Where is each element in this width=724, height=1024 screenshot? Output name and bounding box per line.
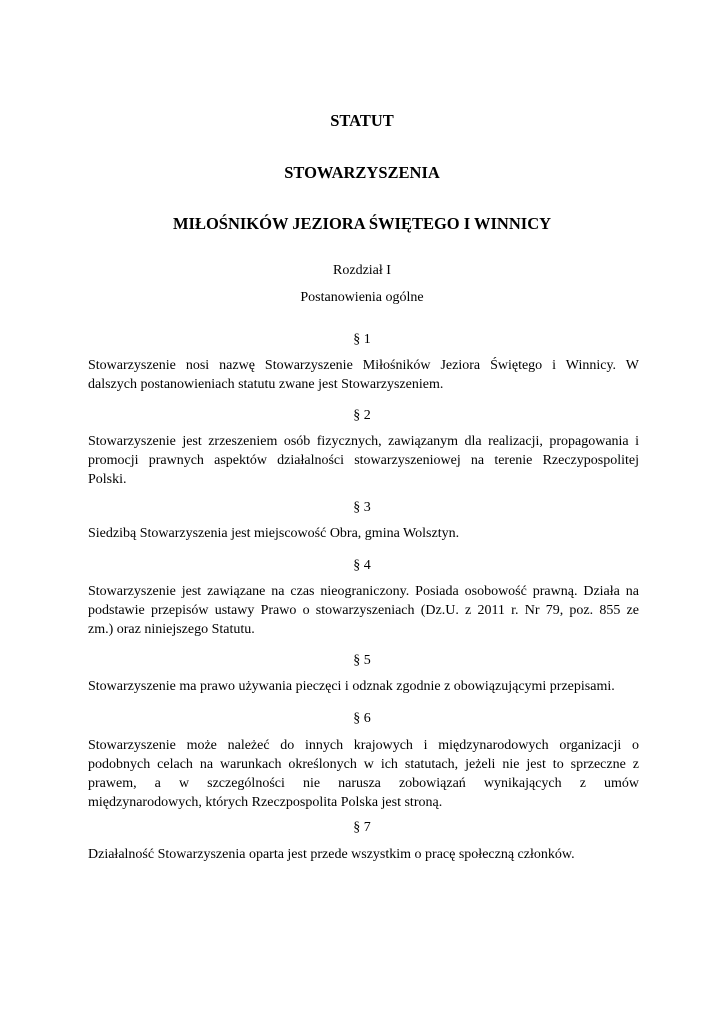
section-paragraph [88, 432, 639, 489]
association-name: MIŁOŚNIKÓW JEZIORA ŚWIĘTEGO I WINNICY [172, 214, 552, 233]
paragraph-line: Stowarzyszenie nosi nazwę Stowarzyszenie Miłośników Jeziora Świętego i Winnicy. W [88, 358, 639, 373]
paragraph-line: międzynarodowych, których Rzeczpospolita Polska jest stroną. [88, 795, 443, 810]
paragraph-line: podobnych celach na warunkach określonych w ich statutach, jeżeli nie jest to sprzeczne z [88, 757, 639, 772]
section-symbol: § 3 [353, 500, 371, 515]
section-paragraph [88, 524, 639, 543]
chapter-heading: Rozdział I [333, 263, 391, 278]
section-symbol: § 6 [353, 711, 371, 726]
section-paragraph [88, 677, 639, 696]
paragraph-line: dalszych postanowieniach statutu zwane jest Stowarzyszeniem. [88, 377, 444, 392]
section-symbol: § 5 [353, 653, 371, 668]
section-symbol: § 2 [353, 408, 371, 423]
paragraph-line: Stowarzyszenie jest zawiązane na czas nieograniczony. Posiada osobowość prawną. Działa na [88, 584, 639, 599]
section-paragraph [88, 845, 639, 864]
paragraph-line: Stowarzyszenie jest zrzeszeniem osób fizycznych, zawiązanym dla realizacji, propagowania i [88, 434, 639, 449]
document-title: STATUT [330, 111, 394, 130]
paragraph-line: Stowarzyszenie może należeć do innych krajowych i międzynarodowych organizacji o [88, 738, 639, 753]
paragraph-line: Stowarzyszenie ma prawo używania pieczęci i odznak zgodnie z obowiązującymi przepisami. [88, 679, 615, 694]
section-paragraph [88, 582, 639, 639]
section-paragraph [88, 736, 639, 812]
paragraph-line: Polski. [88, 472, 127, 487]
paragraph-line: podstawie przepisów ustawy Prawo o stowarzyszeniach (Dz.U. z 2011 r. Nr 79, poz. 855 ze [88, 603, 639, 618]
paragraph-line: zm.) oraz niniejszego Statutu. [88, 622, 255, 637]
paragraph-line: promocji prawnych aspektów działalności stowarzyszeniowej na terenie Rzeczypospolitej [88, 453, 639, 468]
section-paragraph [88, 356, 639, 394]
paragraph-line: Siedzibą Stowarzyszenia jest miejscowość Obra, gmina Wolsztyn. [88, 526, 460, 541]
section-symbol: § 1 [353, 332, 371, 347]
paragraph-line: Działalność Stowarzyszenia oparta jest przede wszystkim o pracę społeczną członków. [88, 847, 575, 862]
section-symbol: § 4 [353, 558, 371, 573]
chapter-title: Postanowienia ogólne [300, 290, 424, 305]
document-subtitle: STOWARZYSZENIA [284, 163, 440, 182]
paragraph-line: prawem, a w szczególności nie narusza zobowiązań wynikających z umów [88, 776, 639, 791]
section-symbol: § 7 [353, 820, 371, 835]
